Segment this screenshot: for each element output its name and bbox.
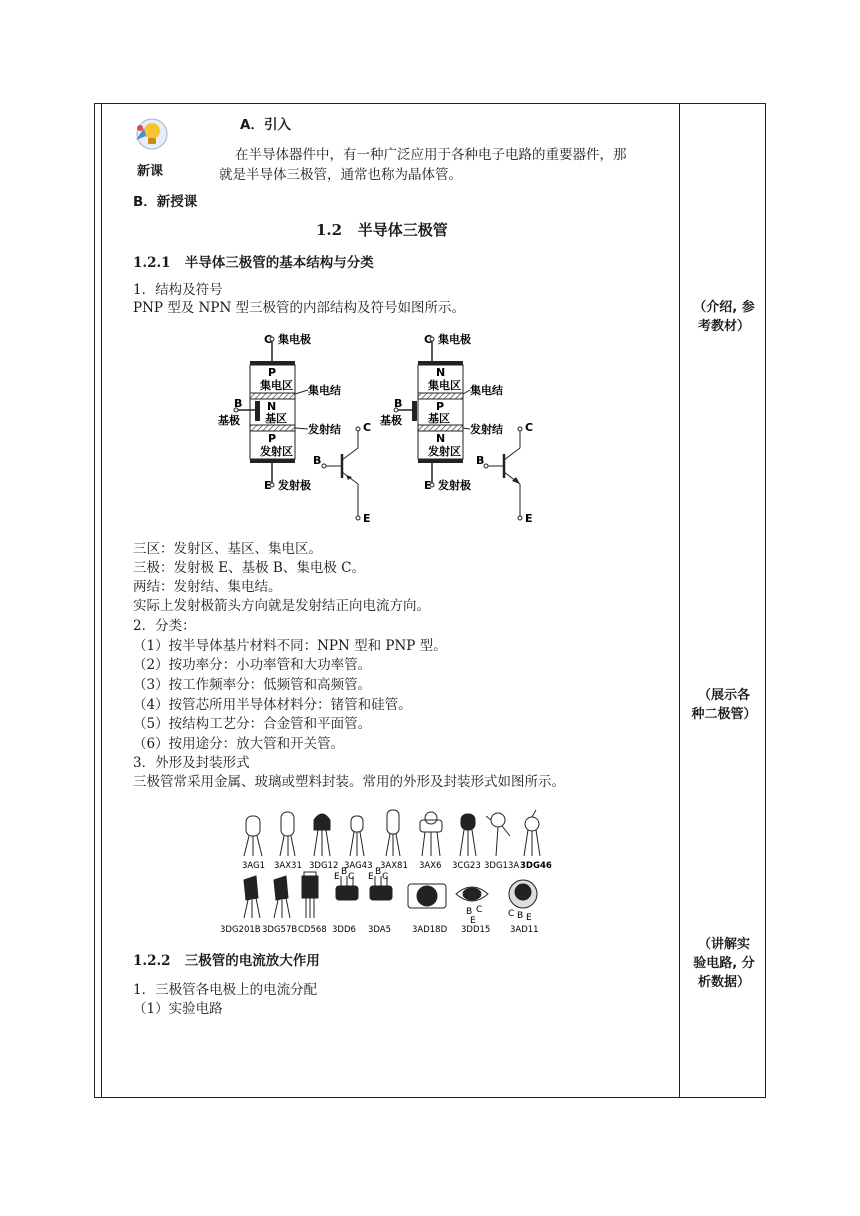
- package-CD568: [302, 872, 318, 918]
- pnp-base-label: 基极: [218, 414, 240, 427]
- package-3DG201B: [244, 876, 260, 918]
- packages-heading: 3．外形及封装形式: [133, 755, 250, 771]
- structure-heading: 1．结构及符号: [133, 282, 223, 298]
- npn-collector-label: 集电极: [438, 333, 471, 346]
- package-label: 3DG46: [520, 861, 552, 871]
- classification-item: （1）按半导体基片材料不同：NPN 型和 PNP 型。: [133, 638, 447, 654]
- fact-three-regions: 三区：发射区、基区、集电区。: [133, 541, 322, 557]
- pnp-e-letter: E: [264, 479, 272, 492]
- npn-symbol-e: E: [525, 512, 533, 525]
- section-name: 半导体三极管: [357, 221, 448, 239]
- pnp-cj-label: 集电结: [308, 384, 341, 397]
- side-note-2-line2: 种二极管）: [691, 707, 757, 722]
- transistor-structure-diagram: [218, 328, 548, 523]
- subsection-2-name: 三极管的电流放大作用: [184, 953, 320, 969]
- classification-item: （3）按工作频率分：低频管和高频管。: [133, 677, 372, 693]
- intro-paragraph-line1: 在半导体器件中，有一种广泛应用于各种电子电路的重要器件，那: [235, 147, 627, 163]
- new-lesson-heading: B．新授课: [133, 194, 198, 210]
- table-left-inner-line: [101, 103, 102, 1098]
- npn-region-collector: 集电区: [428, 379, 461, 392]
- pnp-symbol-c: C: [363, 421, 372, 434]
- package-label: 3DG13A: [484, 861, 520, 871]
- pin-c-3AD11: C: [508, 909, 515, 919]
- package-3DG12: [314, 814, 330, 856]
- subsection-1-number: 1.2.1: [133, 255, 171, 271]
- new-lesson-badge: [122, 114, 178, 179]
- package-label: 3DA5: [368, 925, 392, 935]
- package-label: 3AX31: [274, 861, 302, 871]
- subsection-1-name: 半导体三极管的基本结构与分类: [184, 255, 374, 271]
- package-label: 3AX81: [380, 861, 408, 871]
- pnp-region-collector: 集电区: [260, 379, 293, 392]
- side-note-3-line3: 析数据）: [697, 975, 750, 990]
- npn-b-letter: B: [394, 397, 403, 410]
- package-label: 3AG1: [242, 861, 266, 871]
- pin-b-3DD15: B: [466, 907, 473, 917]
- package-label: 3AD18D: [412, 925, 448, 935]
- package-3CG23: [460, 814, 476, 856]
- package-3DG46: [524, 810, 540, 856]
- pnp-c-letter: C: [264, 333, 273, 346]
- pin-b-3DA5: B: [375, 867, 382, 877]
- side-note-2-line1: （展示各: [697, 688, 750, 703]
- pnp-layer-1: P: [268, 366, 277, 379]
- pnp-symbol-e: E: [363, 512, 371, 525]
- package-label: 3DD6: [332, 925, 356, 935]
- pin-e-3AD11: E: [526, 913, 532, 923]
- fact-two-junctions: 两结：发射结、集电结。: [133, 579, 282, 595]
- side-note-1: [683, 298, 765, 336]
- section-title: [316, 221, 448, 239]
- package-3AX31: [280, 812, 295, 856]
- pin-e-3DA5: E: [368, 872, 374, 882]
- npn-layer-2: P: [436, 400, 445, 413]
- npn-base-label: 基极: [380, 414, 402, 427]
- side-note-3: [683, 935, 765, 992]
- side-note-3-line1: （讲解实: [697, 937, 750, 952]
- package-3AG1: [244, 816, 262, 856]
- pin-e-3DD15: E: [470, 916, 476, 926]
- pnp-layer-3: P: [268, 432, 277, 445]
- pin-c-3DA5: C: [382, 872, 389, 882]
- side-note-2: [683, 686, 765, 724]
- intro-paragraph-line2: 就是半导体三极管，通常也称为晶体管。: [219, 167, 462, 183]
- subsection-2-title: [133, 952, 320, 970]
- table-column-divider: [679, 103, 680, 1098]
- intro-heading: A．引入: [240, 117, 291, 133]
- package-label: 3DD15: [461, 925, 491, 935]
- npn-ej-label: 发射结: [470, 423, 503, 436]
- classification-heading: 2．分类：: [133, 618, 196, 634]
- classification-item: （2）按功率分：小功率管和大功率管。: [133, 657, 372, 673]
- npn-cj-label: 集电结: [470, 384, 503, 397]
- classification-item: （5）按结构工艺分：合金管和平面管。: [133, 716, 372, 732]
- pnp-region-base: 基区: [265, 412, 287, 425]
- npn-c-letter: C: [424, 333, 433, 346]
- npn-symbol-b: B: [476, 454, 485, 467]
- package-3AD18D: [408, 884, 446, 908]
- package-label: CD568: [298, 925, 327, 935]
- side-note-1-line2: 考教材）: [697, 319, 750, 334]
- npn-structure: [380, 332, 533, 525]
- badge-label: 新课: [136, 164, 163, 179]
- pnp-symbol-b: B: [313, 454, 322, 467]
- pnp-emitter-label: 发射极: [278, 479, 311, 492]
- npn-region-emitter: 发射区: [428, 445, 461, 458]
- package-3DG57B: [274, 876, 290, 918]
- packages-desc: 三极管常采用金属、玻璃或塑料封装。常用的外形及封装形式如图所示。: [133, 774, 565, 790]
- npn-emitter-label: 发射极: [438, 479, 471, 492]
- fact-arrow-direction: 实际上发射极箭头方向就是发射结正向电流方向。: [133, 598, 430, 614]
- side-note-1-line1: （介绍, 参: [693, 300, 755, 315]
- pnp-b-letter: B: [234, 397, 243, 410]
- subsection-1-title: [133, 254, 374, 272]
- lightbulb-icon: [130, 114, 170, 154]
- package-label: 3DG57B: [262, 925, 298, 935]
- pin-b-3AD11: B: [517, 911, 524, 921]
- current-heading: 1．三极管各电极上的电流分配: [133, 982, 318, 998]
- fact-three-electrodes: 三极：发射极 E、基极 B、集电极 C。: [133, 560, 365, 576]
- side-note-3-line2: 验电路, 分: [693, 956, 755, 971]
- pnp-ej-label: 发射结: [308, 423, 341, 436]
- pnp-layer-2: N: [267, 400, 277, 413]
- pin-c-3DD6: C: [348, 872, 355, 882]
- package-label: 3CG23: [452, 861, 481, 871]
- pin-e-3DD6: E: [334, 872, 340, 882]
- subsection-2-number: 1.2.2: [133, 953, 171, 969]
- package-3DD15: [456, 887, 488, 901]
- pin-c-3DD15: C: [476, 905, 483, 915]
- package-3DG13A: [486, 813, 510, 856]
- package-3AD11: [509, 880, 537, 908]
- package-label: 3DG12: [309, 861, 339, 871]
- package-label: 3AD11: [510, 925, 539, 935]
- npn-e-letter: E: [424, 479, 432, 492]
- npn-layer-1: N: [436, 366, 446, 379]
- package-outlines-figure: [218, 806, 552, 936]
- package-label: 3DG201B: [220, 925, 261, 935]
- classification-item: （4）按管芯所用半导体材料分：锗管和硅管。: [133, 697, 412, 713]
- package-3AX6: [420, 812, 442, 856]
- npn-layer-3: N: [436, 432, 446, 445]
- section-number: 1.2: [316, 221, 343, 239]
- pin-b-3DD6: B: [341, 867, 348, 877]
- package-3AG43: [350, 816, 364, 856]
- package-label: 3AX6: [419, 861, 442, 871]
- structure-desc: PNP 型及 NPN 型三极管的内部结构及符号如图所示。: [133, 300, 466, 316]
- classification-item: （6）按用途分：放大管和开关管。: [133, 736, 345, 752]
- pnp-structure: [218, 332, 371, 525]
- npn-symbol-c: C: [525, 421, 534, 434]
- package-3AX81: [386, 810, 400, 856]
- pnp-region-emitter: 发射区: [260, 445, 293, 458]
- pnp-collector-label: 集电极: [278, 333, 311, 346]
- current-item: （1）实验电路: [133, 1001, 223, 1017]
- package-label: 3AG43: [344, 861, 373, 871]
- npn-region-base: 基区: [428, 412, 450, 425]
